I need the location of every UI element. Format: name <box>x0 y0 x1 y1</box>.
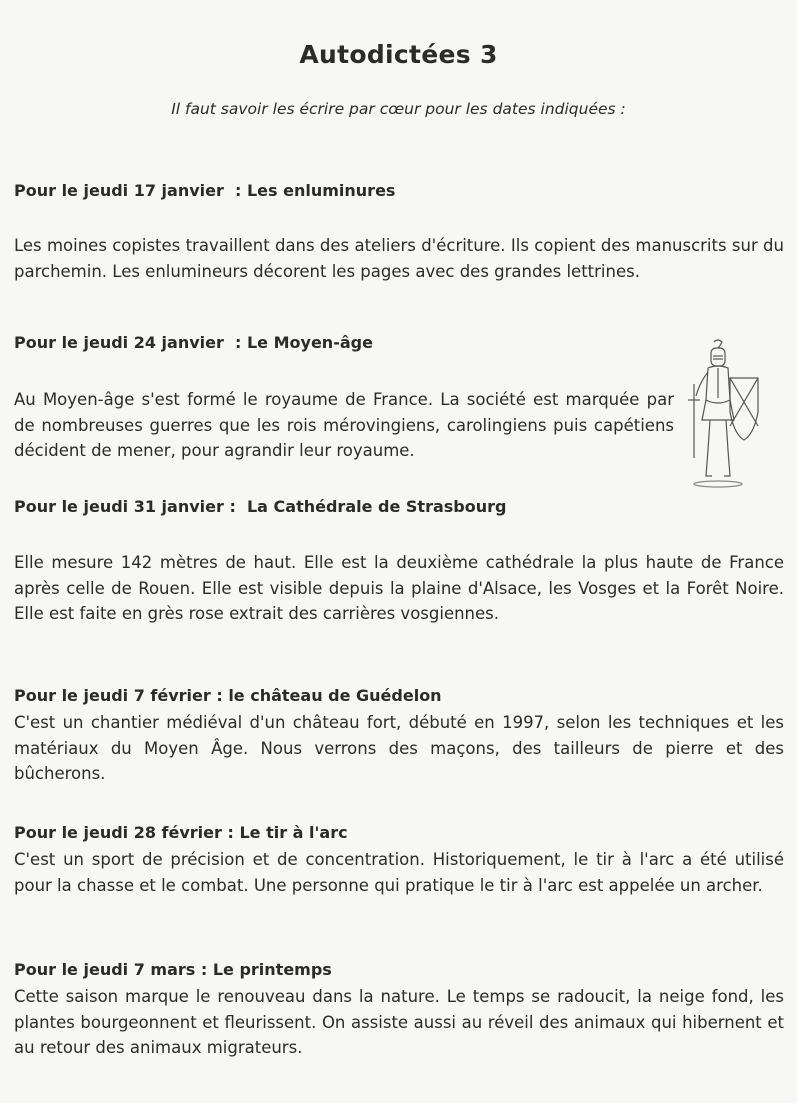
section-heading-enluminures: Pour le jeudi 17 janvier : Les enluminures <box>14 181 396 200</box>
instructions: Il faut savoir les écrire par cœur pour les dates indiquées : <box>171 100 626 118</box>
section-heading-guedelon: Pour le jeudi 7 février : le château de Guédelon <box>14 686 442 705</box>
section-text-tir-a-larc: C'est un sport de précision et de concentration. Historiquement, le tir à l'arc a été utilisé pour la chasse et le combat. Une personne qui pratique le tir à l'arc est appelée un archer. <box>14 850 784 895</box>
section-heading-tir-a-larc: Pour le jeudi 28 février : Le tir à l'arc <box>14 823 348 842</box>
section-text-enluminures: Les moines copistes travaillent dans des ateliers d'écriture. Ils copient des manuscrits sur du parchemin. Les enlumineurs décorent les pages avec des grandes lettrines. <box>14 236 784 281</box>
section-text-moyen-age: Au Moyen-âge s'est formé le royaume de France. La société est marquée par de nombreuses guerres que les rois mérovingiens, carolingiens puis capétiens décident de mener, pour agrandir leur royaume. <box>14 390 674 460</box>
section-heading-cathedrale: Pour le jeudi 31 janvier : La Cathédrale de Strasbourg <box>14 497 507 516</box>
knight-icon <box>684 338 768 490</box>
section-heading-printemps: Pour le jeudi 7 mars : Le printemps <box>14 960 332 979</box>
section-text-guedelon: C'est un chantier médiéval d'un château fort, débuté en 1997, selon les techniques et les matériaux du Moyen Âge. Nous verrons des maçons, des tailleurs de pierre et des bûcherons. <box>14 713 784 783</box>
page-title: Autodictées 3 <box>299 40 498 69</box>
section-heading-moyen-age: Pour le jeudi 24 janvier : Le Moyen-âge <box>14 333 373 352</box>
section-text-printemps: Cette saison marque le renouveau dans la nature. Le temps se radoucit, la neige fond, les plantes bourgeonnent et fleurissent. On assiste aussi au réveil des animaux qui hibernent et au retour des animaux migrateurs. <box>14 987 784 1057</box>
section-text-cathedrale: Elle mesure 142 mètres de haut. Elle est la deuxième cathédrale la plus haute de France après celle de Rouen. Elle est visible depuis la plaine d'Alsace, les Vosges et la Forêt Noire. Elle est faite en grès rose extrait des carrières vosgiennes. <box>14 553 784 623</box>
